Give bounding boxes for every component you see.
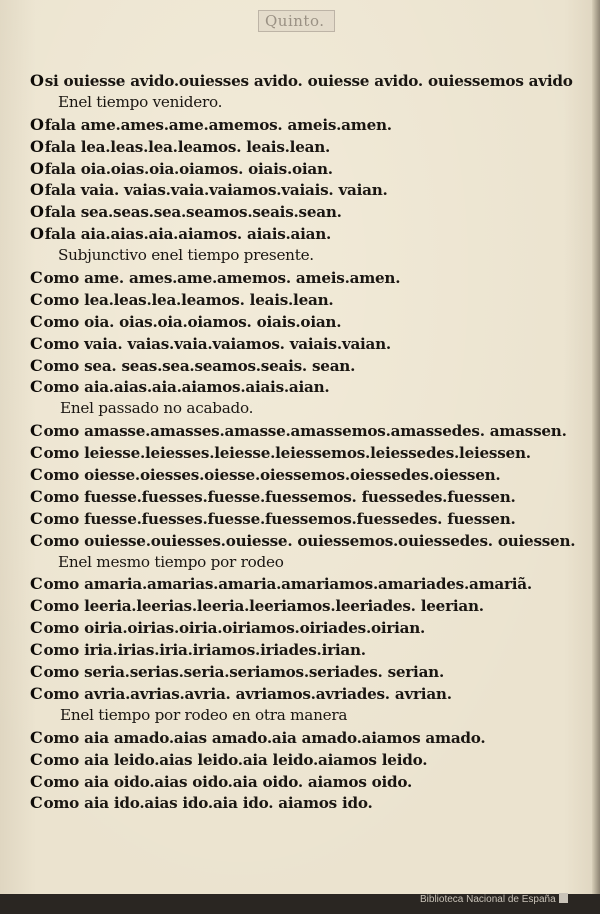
initial-letter: C bbox=[30, 683, 43, 703]
line-text: fala vaia. vaias.vaia.vaiamos.vaiais. vaian. bbox=[44, 181, 388, 200]
line-text: omo amasse.amasses.amasse.amassemos.amassedes. amassen. bbox=[43, 422, 567, 441]
line-text: Enel passado no acabado. bbox=[60, 399, 254, 418]
text-line bbox=[30, 245, 575, 267]
line-text: Enel tiempo venidero. bbox=[58, 92, 223, 111]
line-text: omo aia amado.aias amado.aia amado.aiamos amado. bbox=[43, 728, 486, 747]
initial-letter: C bbox=[30, 662, 43, 682]
library-name: Biblioteca Nacional de España bbox=[420, 894, 556, 905]
line-text: omo oia. oias.oia.oiamos. oiais.oian. bbox=[43, 312, 342, 331]
line-text: Subjunctivo enel tiempo presente. bbox=[58, 246, 314, 265]
initial-letter: O bbox=[30, 114, 44, 134]
initial-letter: O bbox=[30, 158, 44, 178]
text-line bbox=[30, 749, 575, 771]
line-text: omo avria.avrias.avria. avriamos.avriades. avrian. bbox=[43, 684, 452, 703]
line-text: omo leiesse.leiesses.leiesse.leiessemos.leiessedes.leiessen. bbox=[43, 444, 531, 463]
initial-letter: C bbox=[30, 727, 43, 747]
text-line bbox=[30, 289, 575, 311]
text-line bbox=[30, 420, 575, 442]
library-watermark bbox=[420, 893, 568, 905]
text-line bbox=[30, 639, 575, 661]
initial-letter: C bbox=[30, 508, 43, 528]
line-text: omo fuesse.fuesses.fuesse.fuessemos.fuessedes. fuessen. bbox=[43, 509, 516, 528]
text-line bbox=[30, 508, 575, 530]
initial-letter: C bbox=[30, 421, 43, 441]
text-line bbox=[30, 727, 575, 749]
text-line bbox=[30, 376, 575, 398]
initial-letter: C bbox=[30, 793, 43, 813]
initial-letter: C bbox=[30, 289, 43, 309]
line-text: fala oia.oias.oia.oiamos. oiais.oian. bbox=[44, 159, 333, 178]
running-header: Quinto. bbox=[258, 10, 335, 32]
text-line bbox=[30, 573, 575, 595]
text-line bbox=[30, 114, 575, 136]
initial-letter: C bbox=[30, 771, 43, 791]
text-line bbox=[30, 333, 575, 355]
initial-letter: C bbox=[30, 640, 43, 660]
line-text: fala sea.seas.sea.seamos.seais.sean. bbox=[44, 203, 342, 222]
initial-letter: O bbox=[30, 180, 44, 200]
line-text: omo leeria.leerias.leeria.leeriamos.leeriades. leerian. bbox=[43, 597, 484, 616]
initial-letter: C bbox=[30, 530, 43, 550]
text-line bbox=[30, 201, 575, 223]
initial-letter: O bbox=[30, 71, 44, 90]
text-line bbox=[30, 792, 575, 814]
initial-letter: C bbox=[30, 377, 43, 397]
line-text: omo iria.irias.iria.iriamos.iriades.irian. bbox=[43, 641, 366, 660]
line-text: omo oiesse.oiesses.oiesse.oiessemos.oiessedes.oiessen. bbox=[43, 466, 501, 485]
line-text: omo fuesse.fuesses.fuesse.fuessemos. fuessedes.fuessen. bbox=[43, 487, 516, 506]
initial-letter: O bbox=[30, 202, 44, 222]
line-text: omo aia oido.aias oido.aia oido. aiamos oido. bbox=[43, 772, 413, 791]
initial-letter: C bbox=[30, 574, 43, 594]
initial-letter: C bbox=[30, 465, 43, 485]
line-text: omo aia.aias.aia.aiamos.aiais.aian. bbox=[43, 378, 330, 397]
text-line bbox=[30, 158, 575, 180]
line-text: Enel tiempo por rodeo en otra manera bbox=[60, 705, 348, 724]
text-line bbox=[30, 179, 575, 201]
text-line bbox=[30, 267, 575, 289]
text-line bbox=[30, 92, 575, 114]
text-line bbox=[30, 771, 575, 793]
text-block bbox=[30, 70, 575, 814]
text-line bbox=[30, 311, 575, 333]
line-text: omo seria.serias.seria.seriamos.seriades. serian. bbox=[43, 663, 444, 682]
text-line bbox=[30, 617, 575, 639]
line-text: omo lea.leas.lea.leamos. leais.lean. bbox=[43, 290, 334, 309]
line-text: omo vaia. vaias.vaia.vaiamos. vaiais.vaian. bbox=[43, 334, 391, 353]
line-text: omo ouiesse.ouiesses.ouiesse. ouiessemos.ouiessedes. ouiessen. bbox=[43, 531, 576, 550]
initial-letter: O bbox=[30, 136, 44, 156]
line-text: omo aia ido.aias ido.aia ido. aiamos ido. bbox=[43, 794, 373, 813]
line-text: fala aia.aias.aia.aiamos. aiais.aian. bbox=[44, 225, 332, 244]
text-line bbox=[30, 595, 575, 617]
initial-letter: C bbox=[30, 486, 43, 506]
text-line bbox=[30, 486, 575, 508]
initial-letter: C bbox=[30, 618, 43, 638]
text-line bbox=[30, 705, 575, 727]
initial-letter: C bbox=[30, 355, 43, 375]
initial-letter: C bbox=[30, 596, 43, 616]
line-text: fala ame.ames.ame.amemos. ameis.amen. bbox=[44, 115, 392, 134]
text-line bbox=[30, 552, 575, 574]
line-text: si ouiesse avido.ouiesses avido. ouiesse avido. ouiessemos avido bbox=[44, 72, 573, 90]
text-line bbox=[30, 464, 575, 486]
text-line bbox=[30, 70, 575, 92]
line-text: omo amaria.amarias.amaria.amariamos.amariades.amariã. bbox=[43, 575, 532, 594]
initial-letter: C bbox=[30, 443, 43, 463]
text-line bbox=[30, 398, 575, 420]
initial-letter: C bbox=[30, 268, 43, 288]
initial-letter: O bbox=[30, 224, 44, 244]
line-text: omo sea. seas.sea.seamos.seais. sean. bbox=[43, 356, 356, 375]
line-text: Enel mesmo tiempo por rodeo bbox=[58, 552, 284, 571]
text-line bbox=[30, 442, 575, 464]
text-line bbox=[30, 223, 575, 245]
line-text: omo ame. ames.ame.amemos. ameis.amen. bbox=[43, 269, 401, 288]
text-line bbox=[30, 136, 575, 158]
text-line bbox=[30, 683, 575, 705]
text-line bbox=[30, 530, 575, 552]
line-text: omo oiria.oirias.oiria.oiriamos.oiriades.oirian. bbox=[43, 619, 426, 638]
page-edge bbox=[592, 0, 600, 914]
line-text: fala lea.leas.lea.leamos. leais.lean. bbox=[44, 137, 331, 156]
initial-letter: C bbox=[30, 311, 43, 331]
initial-letter: C bbox=[30, 749, 43, 769]
text-line bbox=[30, 355, 575, 377]
library-logo-icon bbox=[559, 893, 568, 903]
text-line bbox=[30, 661, 575, 683]
line-text: omo aia leido.aias leido.aia leido.aiamos leido. bbox=[43, 750, 428, 769]
initial-letter: C bbox=[30, 333, 43, 353]
